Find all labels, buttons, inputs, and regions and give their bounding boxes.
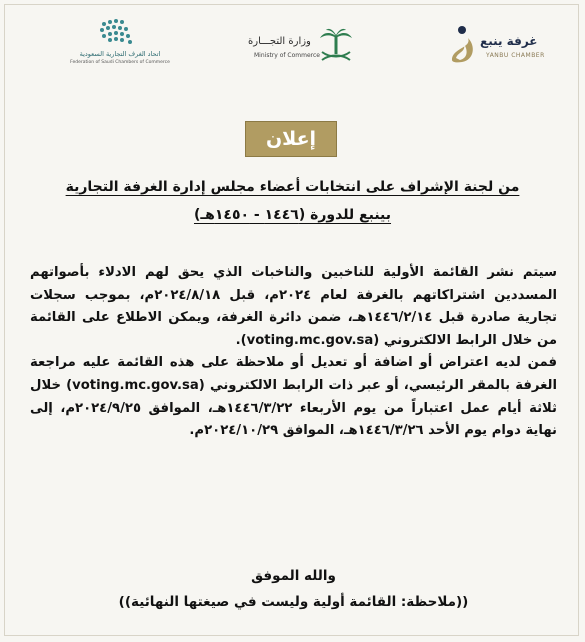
ministry-name: وزارة التجـــارة xyxy=(248,36,311,47)
paragraph-objections-start: فمن لديه اعتراض أو اضافة أو تعديل أو ملاحظة على هذه القائمة عليه مراجعة الغرفة بالمقر الرئيسي، أو عبر ذات الرابط الالكتروني xyxy=(30,355,557,393)
yanbu-chamber-logo xyxy=(446,22,556,70)
announcement-title-line1: من لجنة الإشراف على انتخابات أعضاء مجلس إدارة الغرفة التجارية xyxy=(65,179,520,195)
closing-phrase: والله الموفق xyxy=(251,568,336,584)
voting-link-2[interactable]: (voting.mc.gov.sa) xyxy=(66,377,205,393)
paragraph-objections xyxy=(30,352,557,442)
announcement-badge: إعلان xyxy=(245,121,337,157)
federation-name: اتحاد الغرف التجارية السعودية xyxy=(79,50,161,58)
voting-link[interactable]: (voting.mc.gov.sa) xyxy=(240,332,380,348)
preliminary-note: ((ملاحظة: القائمة أولية وليست في صيغتها النهائية)) xyxy=(118,594,469,610)
yanbu-wave-icon xyxy=(446,22,478,66)
federation-of-chambers-logo xyxy=(70,16,170,76)
dotted-globe-icon xyxy=(92,16,142,48)
federation-name-english: Federation of Saudi Chambers of Commerce xyxy=(70,60,170,65)
yanbu-chamber-name: غرفة ينبع xyxy=(480,34,538,48)
announcement-body xyxy=(30,262,557,443)
announcement-title-line2: بينبع للدورة (١٤٤٦ - ١٤٥٠هـ) xyxy=(193,207,392,223)
paragraph-voter-list: سيتم نشر القائمة الأولية للناخبين والناخبات الذي يحق لهم الادلاء بأصواتهم المسددين اشتراكاتهم بالغرفة لعام ٢٠٢٤م، قبل ٢٠٢٤/٨/١٨م، بموجب سجلات تجارية صادرة قبل ١٤٤٦/٢/١٤هـ، ضمن دائرة الغرفة، ويمكن الاطلاع على القائمة من خلال الرابط الالكتروني (voting.mc.gov.sa). xyxy=(30,265,558,348)
paragraph-voter-list-text: سيتم نشر القائمة الأولية للناخبين والناخبات الذي يحق لهم الادلاء بأصواتهم المسددين اشتراكاتهم بالغرفة لعام ٢٠٢٤م، قبل ٢٠٢٤/٨/١٨م، بموجب سجلات تجارية صادرة قبل ١٤٤٦/٢/١٤هـ، ضمن دائرة الغرفة، ويمكن الاطلاع على القائمة من خلال الرابط الالكتروني xyxy=(30,265,558,348)
ministry-of-commerce-logo xyxy=(246,26,376,66)
paragraph-objections-end: خلال ثلاثة أيام عمل اعتباراً من يوم الأربعاء ١٤٤٦/٣/٢٢هـ، الموافق ٢٠٢٤/٩/٢٥م، إلى نهاية دوام يوم الأحد ١٤٤٦/٣/٢٦هـ، الموافق ٢٠٢٤/١٠/٢٩م. xyxy=(30,377,558,439)
ministry-name-english: Ministry of Commerce xyxy=(254,52,320,59)
palm-swords-emblem-icon xyxy=(316,26,356,64)
yanbu-chamber-subtitle: YANBU CHAMBER xyxy=(486,52,545,59)
